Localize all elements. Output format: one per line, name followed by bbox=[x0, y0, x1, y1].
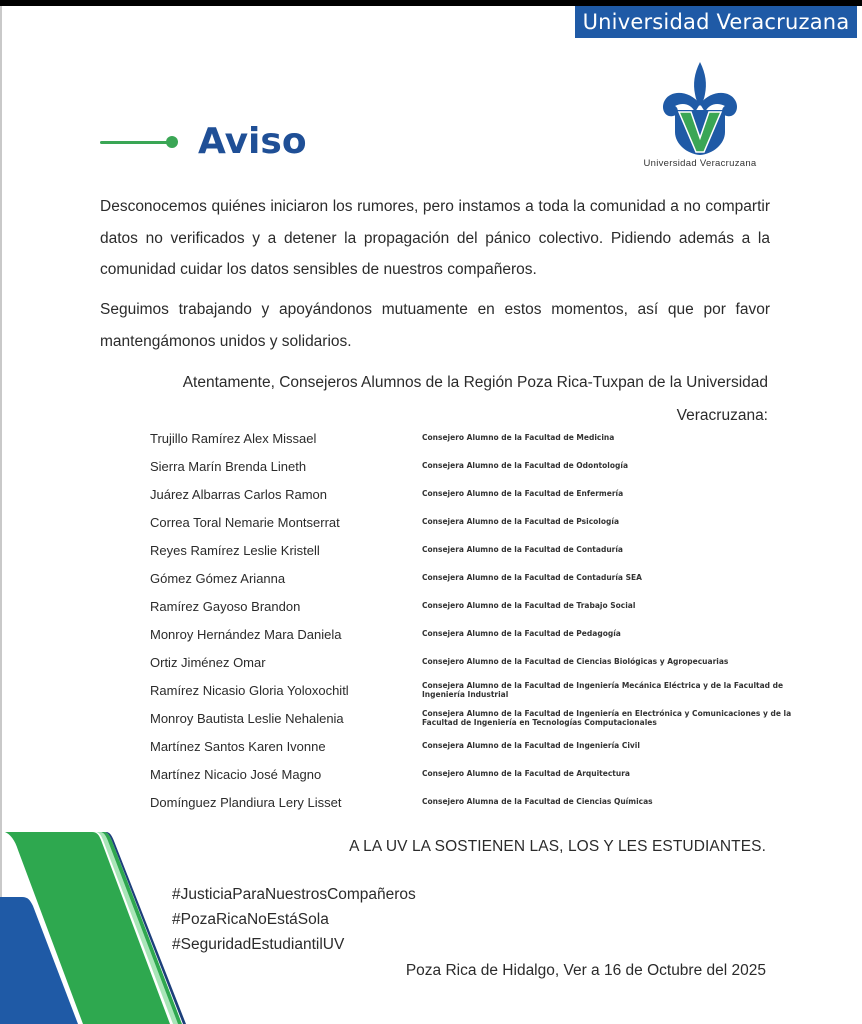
signatory-row bbox=[150, 679, 790, 707]
signatory-row bbox=[150, 707, 790, 735]
signatory-row bbox=[150, 427, 790, 455]
notice-paragraph-1: Desconocemos quiénes iniciaron los rumores, pero instamos a toda la comunidad a no compartir datos no verificados y a detener la propagación del pánico colectivo. Pidiendo además a la comunidad cuidar los datos sensibles de nuestros compañeros. bbox=[100, 198, 770, 278]
signoff bbox=[150, 366, 768, 432]
signatory-name: Correa Toral Nemarie Montserrat bbox=[150, 515, 340, 530]
signatory-row bbox=[150, 455, 790, 483]
footer-slogan: A LA UV LA SOSTIENEN LAS, LOS Y LES ESTUDIANTES. bbox=[349, 838, 766, 855]
signatory-role: Consejera Alumno de la Facultad de Ingeniería Civil bbox=[422, 741, 640, 750]
signatories-list bbox=[150, 427, 790, 819]
university-banner: Universidad Veracruzana bbox=[575, 6, 857, 38]
hashtag: #SeguridadEstudiantilUV bbox=[172, 936, 345, 953]
signoff-line-1: Atentamente, Consejeros Alumnos de la Región Poza Rica-Tuxpan de la Universidad bbox=[182, 374, 768, 391]
signatory-role: Consejera Alumno de la Facultad de Ingeniería en Electrónica y Comunicaciones y de la Facultad de Ingeniería en Tecnologías Computacionales bbox=[422, 709, 792, 727]
signatory-name: Juárez Albarras Carlos Ramon bbox=[150, 487, 328, 502]
signatory-name: Gómez Gómez Arianna bbox=[150, 571, 286, 586]
signatory-row bbox=[150, 539, 790, 567]
signatory-name: Monroy Bautista Leslie Nehalenia bbox=[150, 711, 344, 726]
university-logo bbox=[620, 60, 780, 175]
signoff-line-2: Veracruzana: bbox=[676, 407, 768, 424]
signatory-role: Consejero Alumno de la Facultad de Trabajo Social bbox=[422, 601, 636, 610]
fleur-de-lis-logo-icon bbox=[657, 60, 743, 156]
signatory-name: Martínez Santos Karen Ivonne bbox=[150, 739, 326, 754]
signatory-role: Consejera Alumno de la Facultad de Ingeniería Mecánica Eléctrica y de la Facultad de Ingeniería Industrial bbox=[422, 681, 784, 699]
hashtag: #JusticiaParaNuestrosCompañeros bbox=[172, 886, 416, 903]
signatory-role: Consejero Alumno de la Facultad de Arquitectura bbox=[422, 769, 630, 778]
signatory-role: Consejera Alumno de la Facultad de Contaduría SEA bbox=[422, 573, 642, 582]
hashtag-list bbox=[172, 882, 416, 957]
signatory-name: Sierra Marín Brenda Lineth bbox=[150, 459, 307, 474]
signatory-row bbox=[150, 595, 790, 623]
logo-caption: Universidad Veracruzana bbox=[643, 158, 757, 169]
decorative-swoosh bbox=[0, 820, 200, 1024]
signatory-row bbox=[150, 511, 790, 539]
signatory-row bbox=[150, 763, 790, 791]
signatory-role: Consejero Alumno de la Facultad de Medicina bbox=[422, 433, 615, 442]
signatory-row bbox=[150, 567, 790, 595]
signatory-role: Consejero Alumno de la Facultad de Ciencias Biológicas y Agropecuarias bbox=[422, 657, 729, 666]
signatory-name: Ramírez Gayoso Brandon bbox=[150, 599, 301, 614]
signatory-row bbox=[150, 651, 790, 679]
signatory-role: Consejera Alumno de la Facultad de Pedagogía bbox=[422, 629, 621, 638]
heading-line-decoration bbox=[100, 141, 170, 144]
signatory-name: Domínguez Plandiura Lery Lisset bbox=[150, 795, 342, 810]
signatory-name: Ortiz Jiménez Omar bbox=[150, 655, 266, 670]
signatory-row bbox=[150, 735, 790, 763]
signatory-name: Trujillo Ramírez Alex Missael bbox=[150, 431, 317, 446]
signatory-name: Martínez Nicacio José Magno bbox=[150, 767, 322, 782]
signatory-name: Ramírez Nicasio Gloria Yoloxochitl bbox=[150, 683, 349, 698]
signatory-row bbox=[150, 623, 790, 651]
dateline: Poza Rica de Hidalgo, Ver a 16 de Octubre del 2025 bbox=[405, 962, 766, 979]
signatory-name: Monroy Hernández Mara Daniela bbox=[150, 627, 342, 642]
hashtag: #PozaRicaNoEstáSola bbox=[172, 911, 329, 928]
signatory-row bbox=[150, 791, 790, 819]
signatory-row bbox=[150, 483, 790, 511]
signatory-role: Consejera Alumno de la Facultad de Contaduría bbox=[422, 545, 623, 554]
signatory-role: Consejera Alumno de la Facultad de Psicología bbox=[422, 517, 620, 526]
signatory-role: Consejera Alumno de la Facultad de Odontología bbox=[422, 461, 629, 470]
signatory-name: Reyes Ramírez Leslie Kristell bbox=[150, 543, 320, 558]
notice-paragraph-2: Seguimos trabajando y apoyándonos mutuamente en estos momentos, así que por favor mantengámonos unidos y solidarios. bbox=[100, 301, 770, 350]
page-title: Aviso bbox=[198, 121, 307, 162]
signatory-role: Consejero Alumna de la Facultad de Ciencias Químicas bbox=[422, 797, 653, 806]
heading-dot-decoration bbox=[166, 136, 178, 148]
signatory-role: Consejero Alumno de la Facultad de Enfermería bbox=[422, 489, 624, 498]
